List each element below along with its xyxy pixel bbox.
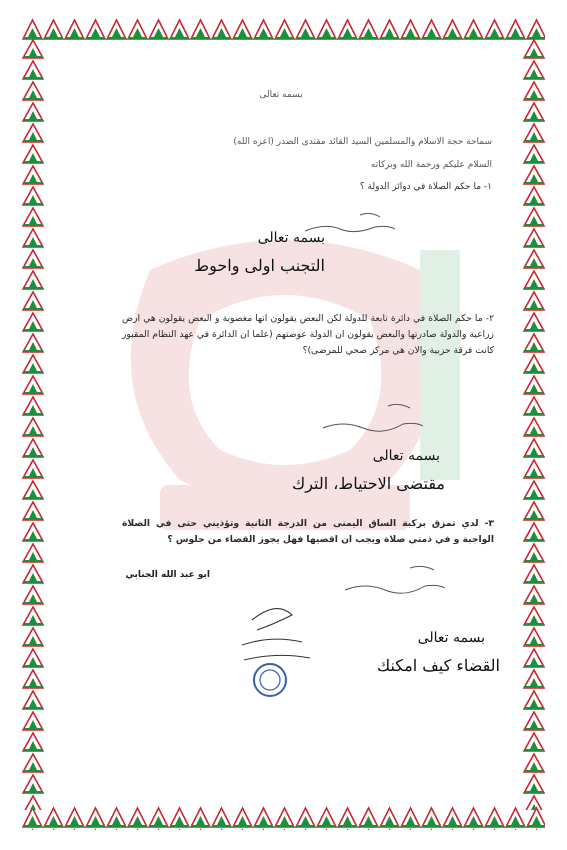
document-heading: بسمه تعالى <box>259 90 303 100</box>
addressee-line: سماحة حجة الاسلام والمسلمين السيد القائد مقتدى الصدر (اعزه الله) <box>233 137 492 147</box>
sender-name: ابو عبد الله الجنابي <box>125 570 210 580</box>
question-2: ٢- ما حكم الصلاة في دائرة تابعة للدولة لكن البعض يقولون انها مغصوبة و البعض يقولون هي ارض زراعية والدولة صادرتها والبعض يقولون ان الدولة عوضتهم (علما ان الدائرة في عهد النظام المقبور كانت فرقة حزبية والان هي مركز صحي للمرضى)؟ <box>122 313 494 356</box>
answer-2-title: بسمه تعالى <box>372 448 440 464</box>
top-border-ornament <box>22 18 545 40</box>
official-signature-stamp <box>232 600 317 700</box>
answer-3-title: بسمه تعالى <box>417 630 485 646</box>
signature-scribble-3 <box>340 562 450 598</box>
answer-1-title: بسمه تعالى <box>257 230 325 246</box>
emblem-watermark <box>90 230 480 560</box>
answer-2-text: مقتضى الاحتياط، الترك <box>292 474 445 493</box>
answer-3-text: القضاء كيف امكنك <box>376 656 500 675</box>
question-1: ١- ما حكم الصلاة في دوائر الدولة ؟ <box>359 182 492 192</box>
bottom-border-ornament <box>22 806 545 830</box>
answer-1-text: التجنب اولى واحوط <box>194 256 325 275</box>
question-3: ٣- لدي تمزق بركبة الساق اليمنى من الدرجة الثانية وتؤذيني حتى في الصلاة الواجبة و في ذمتي صلاة ويجب ان اقضيها فهل يجوز القضاء من جلوس ؟ <box>122 518 494 545</box>
right-border-ornament <box>523 38 545 810</box>
greeting-line: السلام عليكم ورحمة الله وبركاته <box>370 160 492 170</box>
signature-scribble-2 <box>318 398 428 436</box>
left-border-ornament <box>22 38 44 810</box>
